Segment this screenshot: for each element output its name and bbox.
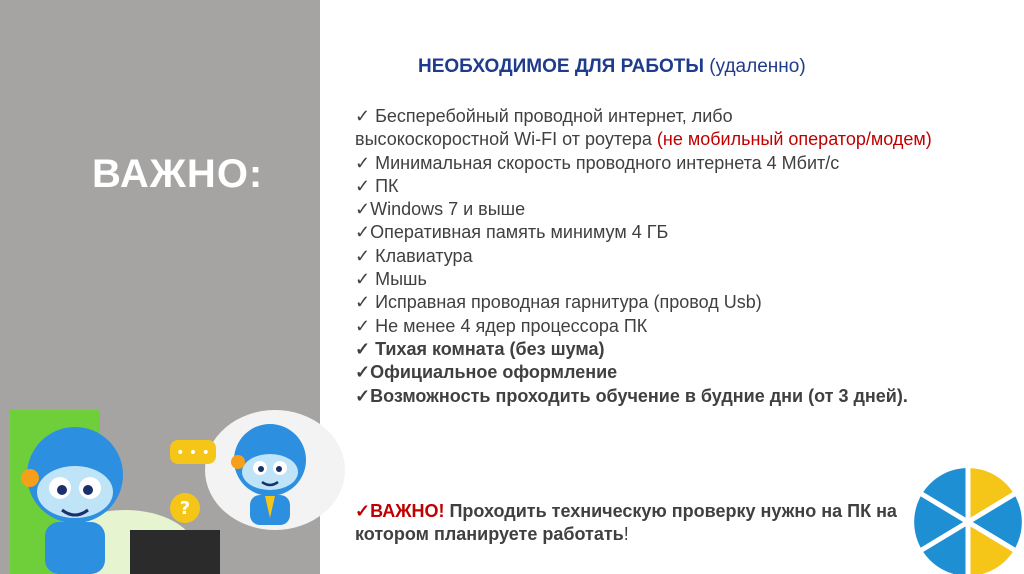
req-internet-wifi: высокоскоростной Wi-FI от роутера (355, 129, 657, 150)
req-training: ✓Возможность проходить обучение в будние дни (от 3 дней). (355, 385, 908, 406)
req-ram: ✓Оперативная память минимум 4 ГБ (355, 222, 669, 243)
req-windows: ✓Windows 7 и выше (355, 199, 526, 220)
req-headset: ✓ Исправная проводная гарнитура (провод Usb) (355, 292, 762, 313)
dots-bubble: • • • (176, 445, 210, 461)
important-title: ВАЖНО: (92, 152, 264, 196)
req-official: ✓Официальное оформление (355, 362, 618, 383)
req-speed: ✓ Минимальная скорость проводного интернета 4 Мбит/с (355, 152, 840, 173)
req-cpu: ✓ Не менее 4 ядер процессора ПК (355, 315, 648, 336)
req-pc: ✓ ПК (355, 175, 399, 196)
page-heading (418, 56, 806, 78)
req-internet-note: (не мобильный оператор/модем) (656, 129, 932, 150)
final-check: ✓ (355, 501, 371, 521)
company-logo (908, 462, 1024, 574)
final-important: ВАЖНО! (370, 501, 445, 521)
requirements-list (355, 105, 975, 408)
question-bubble: ? (179, 498, 191, 519)
final-text: Проходить техническую проверку нужно на ПК на котором планируете работать (355, 501, 897, 545)
final-excl: ! (623, 524, 629, 545)
req-room: ✓ Тихая комната (без шума) (355, 338, 605, 359)
heading-bold: НЕОБХОДИМОЕ ДЛЯ РАБОТЫ (418, 56, 704, 77)
heading-normal: (удаленно) (703, 56, 806, 77)
req-keyboard: ✓ Клавиатура (355, 245, 473, 266)
req-internet-line2 (355, 128, 975, 151)
req-internet-line1: ✓ Бесперебойный проводной интернет, либо (355, 106, 733, 126)
mascot-illustration (10, 400, 350, 574)
req-mouse: ✓ Мышь (355, 269, 427, 290)
final-note (355, 500, 975, 547)
left-panel (0, 0, 320, 574)
